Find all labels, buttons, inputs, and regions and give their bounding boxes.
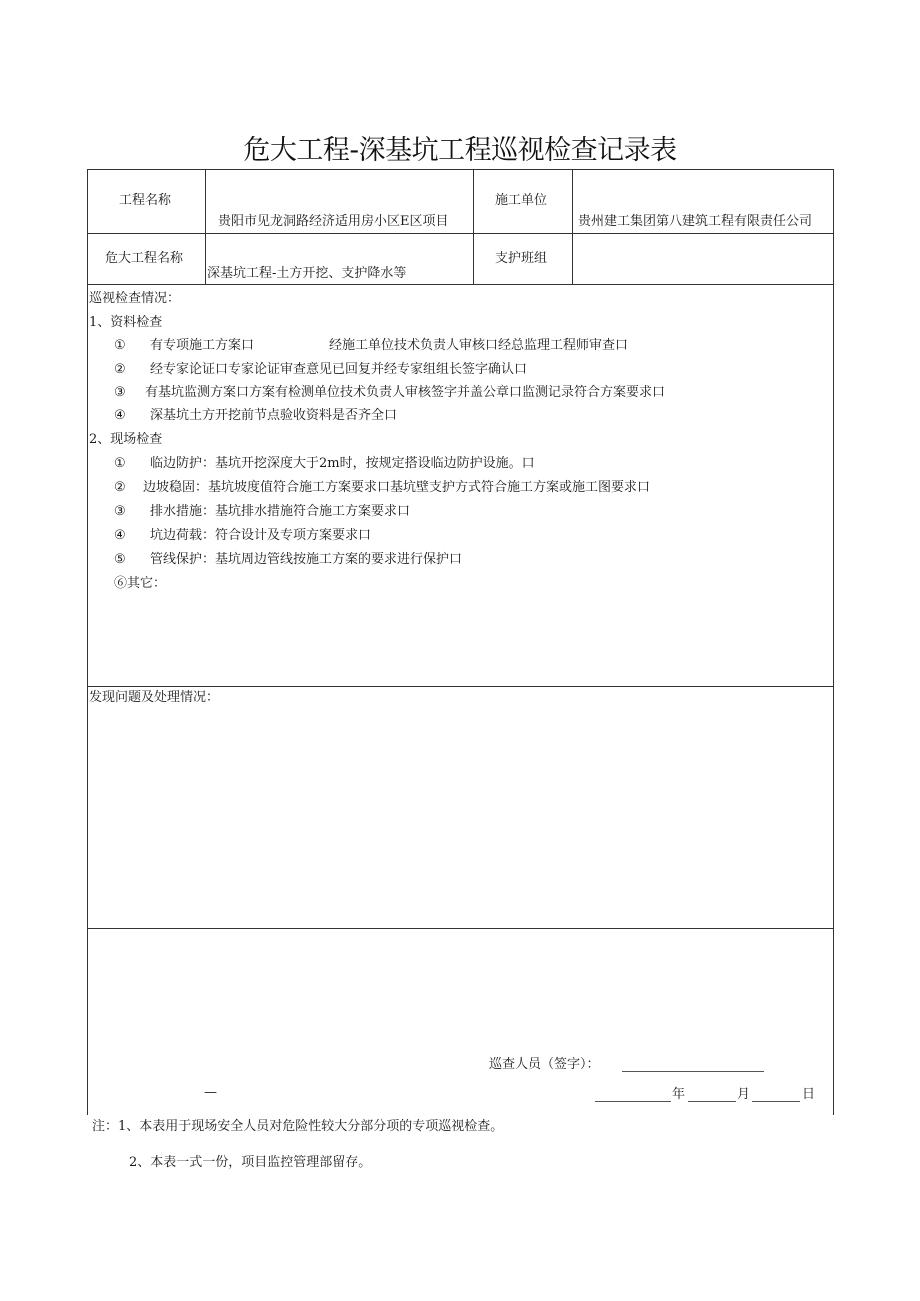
month-label: 月 <box>737 1087 751 1102</box>
list-item: 管线保护：基坑周边管线按施工方案的要求进行保护口 <box>150 552 463 567</box>
col-divider <box>205 169 206 284</box>
contractor-value: 贵州建工集团第八建筑工程有限责任公司 <box>578 214 813 229</box>
col-divider <box>473 169 474 284</box>
day-blank[interactable] <box>752 1101 800 1102</box>
list-item-number: ③ <box>114 504 126 519</box>
list-item: 经专家论证口专家论证审查意见已回复并经专家组组长签字确认口 <box>150 362 528 377</box>
list-item: 边坡稳固：基坑坡度值符合施工方案要求口基坑壁支护方式符合施工方案或施工图要求口 <box>143 480 651 495</box>
day-label: 日 <box>802 1087 816 1102</box>
inspection-heading: 巡视检查情况： <box>89 291 181 306</box>
contractor-label: 施工单位 <box>495 193 548 208</box>
list-item-number: ① <box>114 456 126 471</box>
list-item: 经施工单位技术负责人审核口经总监理工程师审查口 <box>329 338 629 353</box>
section1-title: 1、资料检查 <box>89 315 163 330</box>
list-item-number: ③ <box>114 385 126 400</box>
year-label: 年 <box>672 1087 686 1102</box>
project-name-label: 工程名称 <box>119 193 172 208</box>
row-divider <box>87 928 833 929</box>
other-label: ⑥其它： <box>114 576 167 591</box>
hazard-project-label: 危大工程名称 <box>105 251 184 266</box>
list-item-number: ② <box>114 362 126 377</box>
inspector-label: 巡查人员（签字）： <box>489 1057 600 1072</box>
project-name-value: 贵阳市见龙洞路经济适用房小区E区项目 <box>218 214 449 229</box>
col-divider <box>572 169 573 284</box>
row-divider <box>87 284 833 285</box>
list-item: 有基坑监测方案口方案有检测单位技术负责人审核签字并盖公章口监测记录符合方案要求口 <box>145 385 666 400</box>
note-2: 2、本表一式一份，项目监控管理部留存。 <box>129 1155 372 1170</box>
row-divider <box>87 233 833 234</box>
record-form <box>87 169 834 1115</box>
list-item: 坑边荷载：符合设计及专项方案要求口 <box>150 528 372 543</box>
month-blank[interactable] <box>688 1101 736 1102</box>
list-item: 临边防护：基坑开挖深度大于2m时，按规定搭设临边防护设施。口 <box>150 456 535 471</box>
list-item: 有专项施工方案口 <box>150 338 255 353</box>
list-item-number: ④ <box>114 408 126 423</box>
issues-heading: 发现问题及处理情况： <box>89 690 220 705</box>
dash-mark: — <box>204 1085 217 1100</box>
list-item-number: ④ <box>114 528 126 543</box>
list-item: 深基坑土方开挖前节点验收资料是否齐全口 <box>150 408 398 423</box>
section2-title: 2、现场检查 <box>89 432 163 447</box>
list-item-number: ① <box>114 338 126 353</box>
hazard-project-value: 深基坑工程-土方开挖、支护降水等 <box>207 266 407 281</box>
page-title: 危大工程-深基坑工程巡视检查记录表 <box>243 135 677 166</box>
signature-line[interactable] <box>622 1071 764 1072</box>
year-blank[interactable] <box>595 1101 671 1102</box>
row-divider <box>87 686 833 687</box>
list-item: 排水措施：基坑排水措施符合施工方案要求口 <box>150 504 411 519</box>
list-item-number: ⑤ <box>114 552 126 567</box>
list-item-number: ② <box>114 480 126 495</box>
note-1: 注：1、本表用于现场安全人员对危险性较大分部分项的专项巡视检查。 <box>92 1119 504 1134</box>
support-team-label: 支护班组 <box>495 251 548 266</box>
